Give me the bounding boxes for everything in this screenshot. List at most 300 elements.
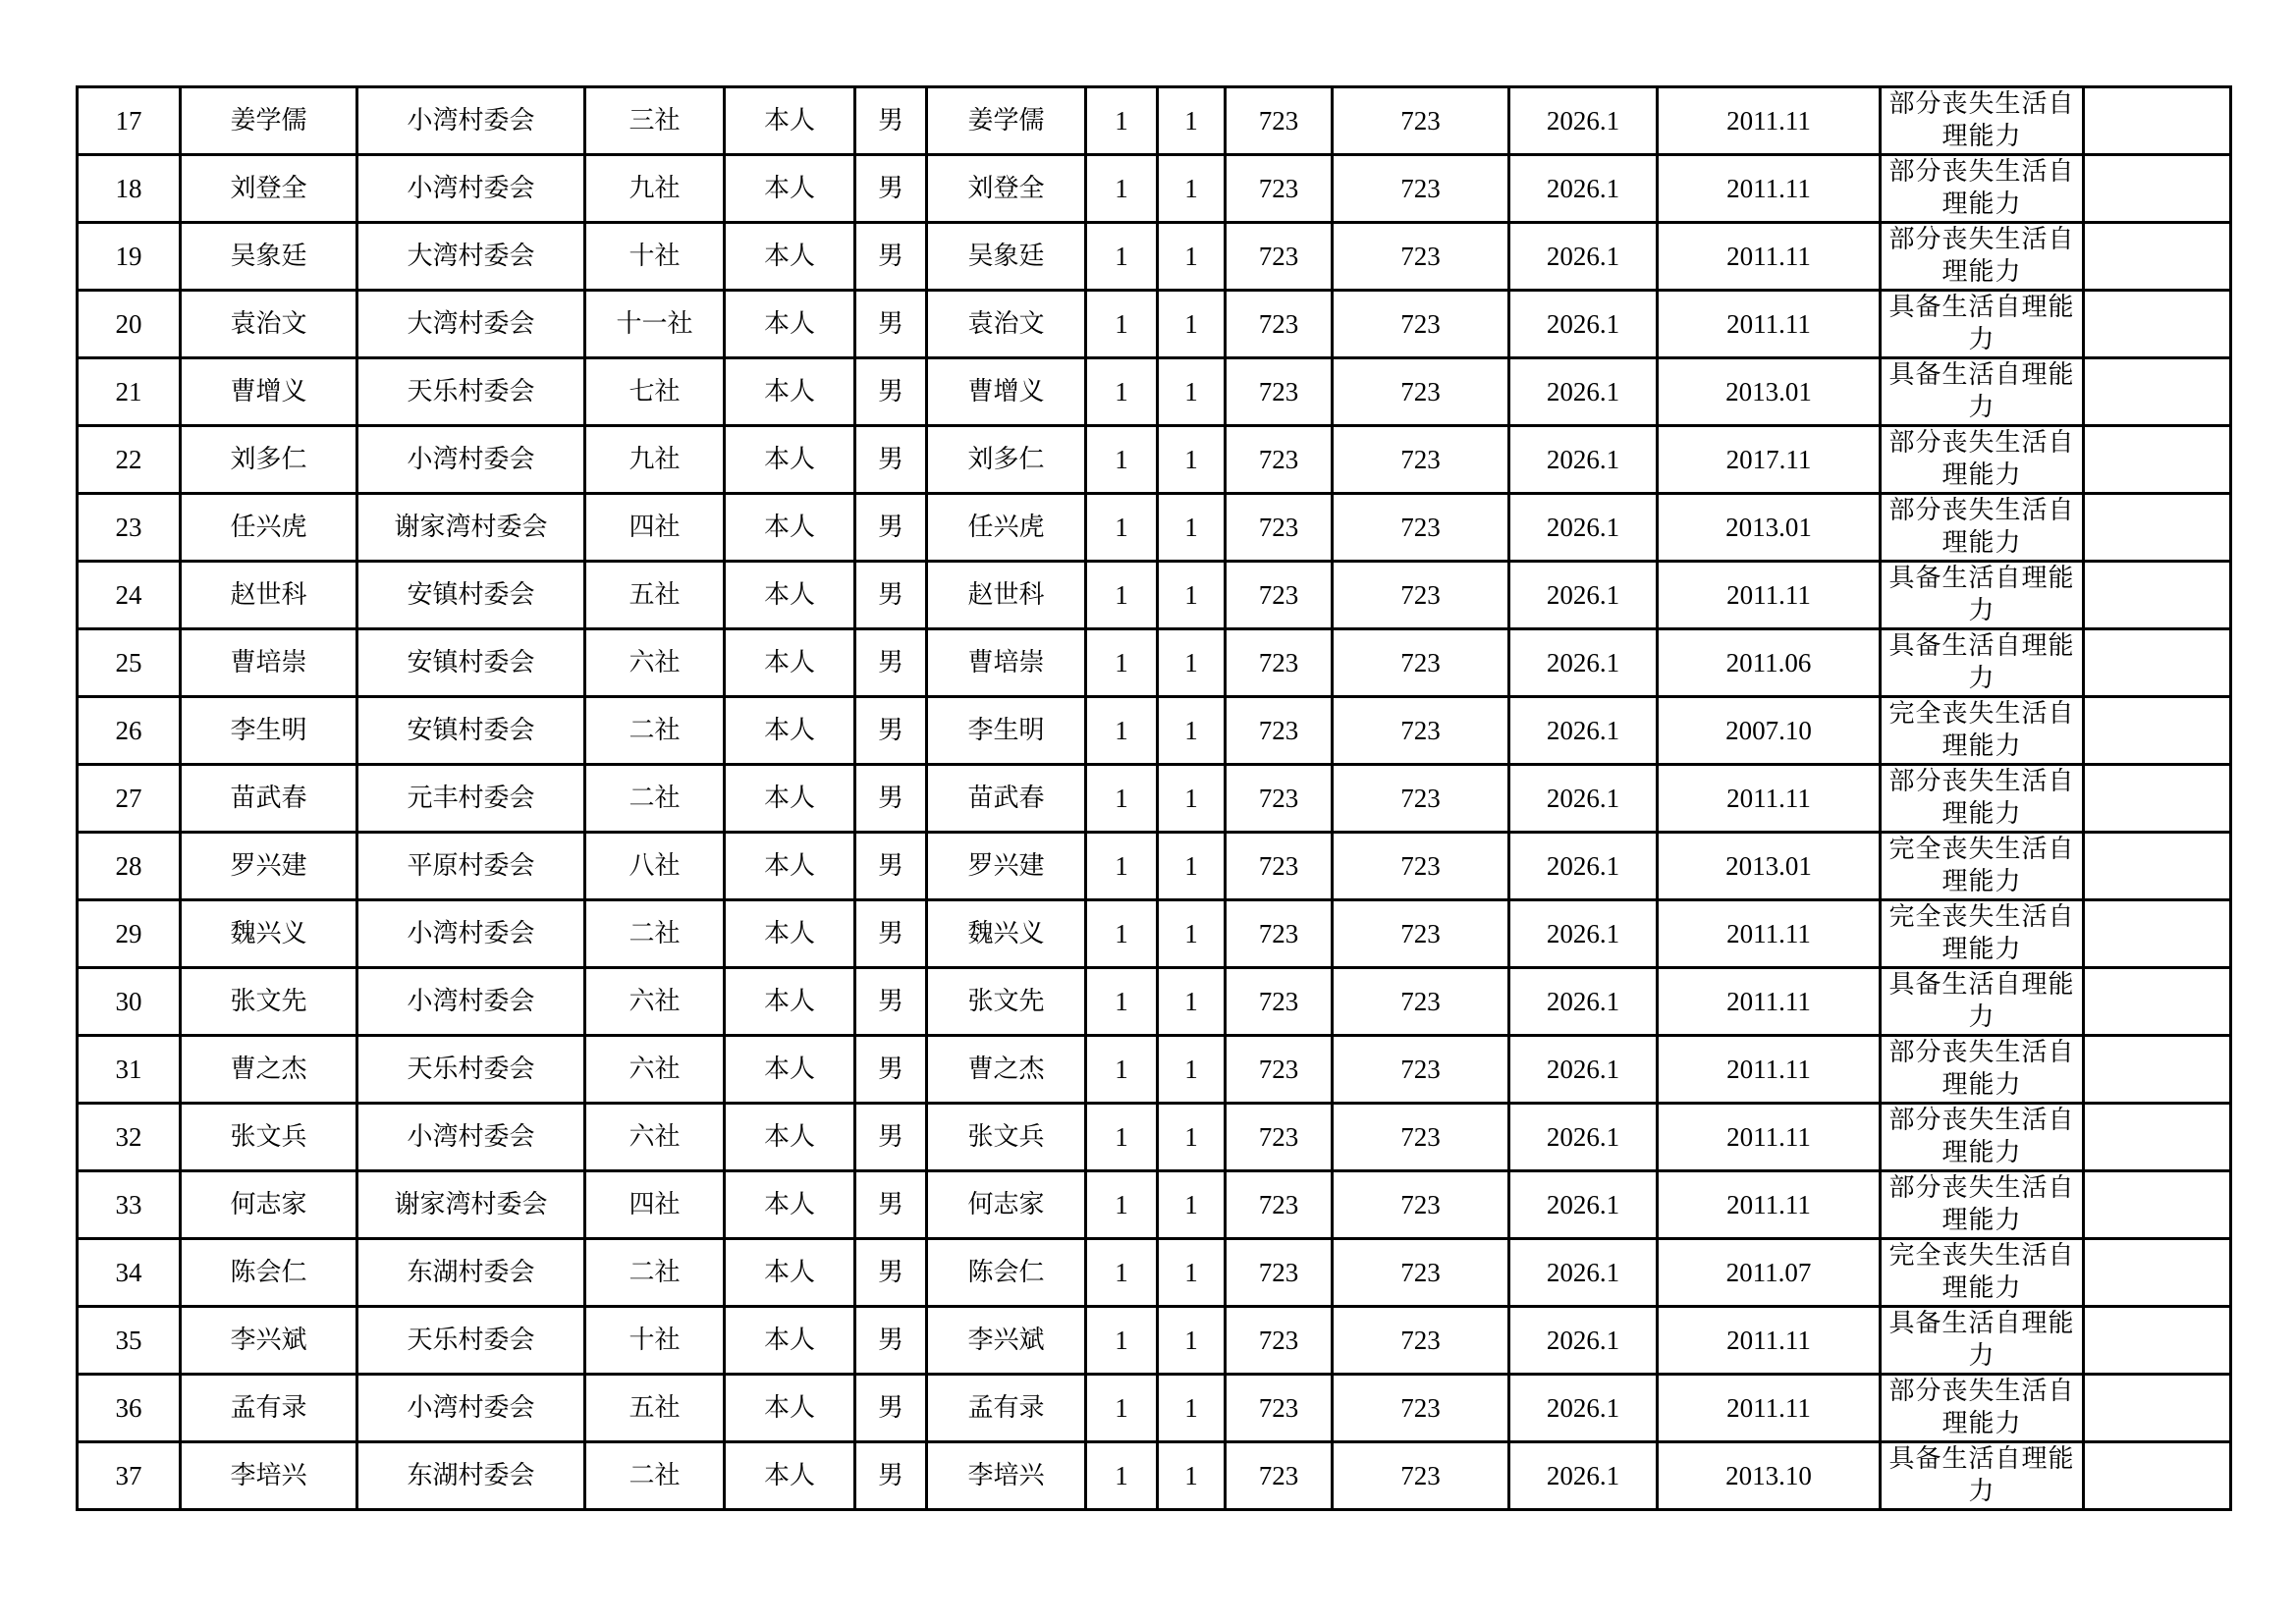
cell-start-date: 2011.11 bbox=[1658, 968, 1881, 1036]
status-text: 部分丧失生活自理能力 bbox=[1888, 767, 2075, 829]
cell-village-group: 十社 bbox=[585, 1307, 725, 1375]
cell-households: 1 bbox=[1086, 765, 1158, 833]
cell-row-number: 32 bbox=[78, 1104, 181, 1171]
cell-total-amount: 723 bbox=[1333, 426, 1509, 494]
cell-amount: 723 bbox=[1226, 155, 1333, 223]
cell-persons: 1 bbox=[1158, 629, 1226, 697]
status-text: 部分丧失生活自理能力 bbox=[1888, 157, 2075, 219]
cell-village-group: 六社 bbox=[585, 1036, 725, 1104]
cell-total-amount: 723 bbox=[1333, 629, 1509, 697]
cell-village-committee: 小湾村委会 bbox=[357, 155, 585, 223]
cell-remark bbox=[2084, 1104, 2231, 1171]
cell-start-date: 2011.11 bbox=[1658, 765, 1881, 833]
cell-amount: 723 bbox=[1226, 1442, 1333, 1510]
cell-village-group: 二社 bbox=[585, 1442, 725, 1510]
cell-start-date: 2013.01 bbox=[1658, 494, 1881, 562]
cell-village-committee: 东湖村委会 bbox=[357, 1442, 585, 1510]
cell-end-date: 2026.1 bbox=[1509, 900, 1658, 968]
status-text: 部分丧失生活自理能力 bbox=[1888, 1377, 2075, 1438]
cell-village-committee: 小湾村委会 bbox=[357, 900, 585, 968]
cell-start-date: 2011.11 bbox=[1658, 155, 1881, 223]
cell-self-care-status bbox=[1881, 900, 2084, 968]
cell-self-care-status bbox=[1881, 291, 2084, 358]
cell-end-date: 2026.1 bbox=[1509, 155, 1658, 223]
cell-relation: 本人 bbox=[725, 223, 855, 291]
cell-household-head: 陈会仁 bbox=[927, 1239, 1086, 1307]
cell-remark bbox=[2084, 697, 2231, 765]
cell-start-date: 2011.11 bbox=[1658, 900, 1881, 968]
cell-end-date: 2026.1 bbox=[1509, 426, 1658, 494]
cell-village-committee: 东湖村委会 bbox=[357, 1239, 585, 1307]
cell-household-head: 赵世科 bbox=[927, 562, 1086, 629]
cell-self-care-status bbox=[1881, 426, 2084, 494]
cell-total-amount: 723 bbox=[1333, 562, 1509, 629]
cell-household-head: 姜学儒 bbox=[927, 87, 1086, 155]
cell-name: 姜学儒 bbox=[181, 87, 357, 155]
cell-village-group: 九社 bbox=[585, 155, 725, 223]
cell-persons: 1 bbox=[1158, 1307, 1226, 1375]
table-row bbox=[78, 1307, 2231, 1375]
table-row bbox=[78, 1442, 2231, 1510]
cell-total-amount: 723 bbox=[1333, 223, 1509, 291]
cell-total-amount: 723 bbox=[1333, 1171, 1509, 1239]
cell-amount: 723 bbox=[1226, 1171, 1333, 1239]
cell-village-committee: 谢家湾村委会 bbox=[357, 1171, 585, 1239]
cell-row-number: 34 bbox=[78, 1239, 181, 1307]
cell-total-amount: 723 bbox=[1333, 1036, 1509, 1104]
cell-persons: 1 bbox=[1158, 900, 1226, 968]
cell-row-number: 24 bbox=[78, 562, 181, 629]
status-text: 完全丧失生活自理能力 bbox=[1888, 902, 2075, 964]
cell-row-number: 20 bbox=[78, 291, 181, 358]
cell-households: 1 bbox=[1086, 697, 1158, 765]
cell-households: 1 bbox=[1086, 1442, 1158, 1510]
cell-end-date: 2026.1 bbox=[1509, 494, 1658, 562]
cell-self-care-status bbox=[1881, 155, 2084, 223]
cell-total-amount: 723 bbox=[1333, 1442, 1509, 1510]
cell-persons: 1 bbox=[1158, 1036, 1226, 1104]
cell-village-committee: 小湾村委会 bbox=[357, 87, 585, 155]
table-row bbox=[78, 223, 2231, 291]
cell-persons: 1 bbox=[1158, 765, 1226, 833]
cell-row-number: 23 bbox=[78, 494, 181, 562]
cell-gender: 男 bbox=[855, 1239, 927, 1307]
cell-self-care-status bbox=[1881, 494, 2084, 562]
status-text: 具备生活自理能力 bbox=[1888, 293, 2075, 354]
cell-households: 1 bbox=[1086, 155, 1158, 223]
cell-self-care-status bbox=[1881, 697, 2084, 765]
cell-relation: 本人 bbox=[725, 833, 855, 900]
cell-total-amount: 723 bbox=[1333, 1307, 1509, 1375]
cell-households: 1 bbox=[1086, 968, 1158, 1036]
cell-persons: 1 bbox=[1158, 1442, 1226, 1510]
cell-gender: 男 bbox=[855, 900, 927, 968]
cell-name: 陈会仁 bbox=[181, 1239, 357, 1307]
status-text: 完全丧失生活自理能力 bbox=[1888, 699, 2075, 761]
cell-start-date: 2011.11 bbox=[1658, 562, 1881, 629]
cell-self-care-status bbox=[1881, 358, 2084, 426]
cell-households: 1 bbox=[1086, 1036, 1158, 1104]
cell-remark bbox=[2084, 155, 2231, 223]
cell-households: 1 bbox=[1086, 494, 1158, 562]
cell-village-group: 六社 bbox=[585, 968, 725, 1036]
cell-remark bbox=[2084, 1375, 2231, 1442]
cell-relation: 本人 bbox=[725, 1171, 855, 1239]
cell-total-amount: 723 bbox=[1333, 900, 1509, 968]
cell-households: 1 bbox=[1086, 562, 1158, 629]
cell-end-date: 2026.1 bbox=[1509, 1036, 1658, 1104]
cell-remark bbox=[2084, 765, 2231, 833]
cell-persons: 1 bbox=[1158, 291, 1226, 358]
cell-village-group: 二社 bbox=[585, 765, 725, 833]
cell-household-head: 吴象廷 bbox=[927, 223, 1086, 291]
cell-village-committee: 平原村委会 bbox=[357, 833, 585, 900]
cell-name: 曹培崇 bbox=[181, 629, 357, 697]
table-row bbox=[78, 1375, 2231, 1442]
cell-relation: 本人 bbox=[725, 968, 855, 1036]
cell-start-date: 2011.11 bbox=[1658, 1036, 1881, 1104]
cell-end-date: 2026.1 bbox=[1509, 1442, 1658, 1510]
cell-gender: 男 bbox=[855, 697, 927, 765]
cell-relation: 本人 bbox=[725, 1307, 855, 1375]
cell-self-care-status bbox=[1881, 1375, 2084, 1442]
table-row bbox=[78, 629, 2231, 697]
cell-name: 李生明 bbox=[181, 697, 357, 765]
cell-amount: 723 bbox=[1226, 1375, 1333, 1442]
cell-persons: 1 bbox=[1158, 1239, 1226, 1307]
cell-amount: 723 bbox=[1226, 900, 1333, 968]
cell-village-committee: 小湾村委会 bbox=[357, 1375, 585, 1442]
cell-end-date: 2026.1 bbox=[1509, 562, 1658, 629]
cell-relation: 本人 bbox=[725, 1036, 855, 1104]
cell-self-care-status bbox=[1881, 562, 2084, 629]
cell-village-committee: 安镇村委会 bbox=[357, 629, 585, 697]
cell-households: 1 bbox=[1086, 1104, 1158, 1171]
cell-self-care-status bbox=[1881, 1239, 2084, 1307]
cell-self-care-status bbox=[1881, 223, 2084, 291]
cell-row-number: 36 bbox=[78, 1375, 181, 1442]
cell-name: 李兴斌 bbox=[181, 1307, 357, 1375]
cell-row-number: 17 bbox=[78, 87, 181, 155]
status-text: 部分丧失生活自理能力 bbox=[1888, 1038, 2075, 1100]
cell-name: 苗武春 bbox=[181, 765, 357, 833]
cell-gender: 男 bbox=[855, 223, 927, 291]
cell-households: 1 bbox=[1086, 87, 1158, 155]
cell-households: 1 bbox=[1086, 629, 1158, 697]
cell-amount: 723 bbox=[1226, 358, 1333, 426]
cell-row-number: 19 bbox=[78, 223, 181, 291]
table-row bbox=[78, 833, 2231, 900]
cell-persons: 1 bbox=[1158, 562, 1226, 629]
cell-household-head: 任兴虎 bbox=[927, 494, 1086, 562]
status-text: 具备生活自理能力 bbox=[1888, 1444, 2075, 1506]
cell-relation: 本人 bbox=[725, 1239, 855, 1307]
cell-row-number: 30 bbox=[78, 968, 181, 1036]
cell-end-date: 2026.1 bbox=[1509, 87, 1658, 155]
cell-row-number: 18 bbox=[78, 155, 181, 223]
cell-gender: 男 bbox=[855, 1442, 927, 1510]
cell-remark bbox=[2084, 1036, 2231, 1104]
cell-remark bbox=[2084, 358, 2231, 426]
cell-name: 赵世科 bbox=[181, 562, 357, 629]
cell-persons: 1 bbox=[1158, 833, 1226, 900]
cell-name: 袁治文 bbox=[181, 291, 357, 358]
cell-household-head: 罗兴建 bbox=[927, 833, 1086, 900]
cell-gender: 男 bbox=[855, 1307, 927, 1375]
cell-start-date: 2011.11 bbox=[1658, 1307, 1881, 1375]
cell-name: 刘多仁 bbox=[181, 426, 357, 494]
cell-row-number: 37 bbox=[78, 1442, 181, 1510]
cell-start-date: 2011.11 bbox=[1658, 1375, 1881, 1442]
status-text: 完全丧失生活自理能力 bbox=[1888, 1241, 2075, 1303]
cell-name: 魏兴义 bbox=[181, 900, 357, 968]
cell-name: 张文先 bbox=[181, 968, 357, 1036]
cell-household-head: 袁治文 bbox=[927, 291, 1086, 358]
table-row bbox=[78, 358, 2231, 426]
cell-amount: 723 bbox=[1226, 562, 1333, 629]
cell-amount: 723 bbox=[1226, 87, 1333, 155]
table-row bbox=[78, 697, 2231, 765]
cell-remark bbox=[2084, 494, 2231, 562]
cell-self-care-status bbox=[1881, 833, 2084, 900]
cell-self-care-status bbox=[1881, 968, 2084, 1036]
cell-relation: 本人 bbox=[725, 1442, 855, 1510]
cell-name: 任兴虎 bbox=[181, 494, 357, 562]
cell-end-date: 2026.1 bbox=[1509, 1104, 1658, 1171]
table-row bbox=[78, 900, 2231, 968]
cell-end-date: 2026.1 bbox=[1509, 968, 1658, 1036]
cell-row-number: 25 bbox=[78, 629, 181, 697]
cell-gender: 男 bbox=[855, 833, 927, 900]
roster-sheet bbox=[76, 85, 2229, 1511]
cell-total-amount: 723 bbox=[1333, 765, 1509, 833]
cell-village-group: 十一社 bbox=[585, 291, 725, 358]
cell-village-committee: 天乐村委会 bbox=[357, 1036, 585, 1104]
cell-village-committee: 谢家湾村委会 bbox=[357, 494, 585, 562]
cell-end-date: 2026.1 bbox=[1509, 1239, 1658, 1307]
cell-village-committee: 安镇村委会 bbox=[357, 697, 585, 765]
cell-village-committee: 安镇村委会 bbox=[357, 562, 585, 629]
cell-village-group: 二社 bbox=[585, 900, 725, 968]
cell-village-group: 十社 bbox=[585, 223, 725, 291]
cell-name: 吴象廷 bbox=[181, 223, 357, 291]
cell-persons: 1 bbox=[1158, 155, 1226, 223]
cell-gender: 男 bbox=[855, 1104, 927, 1171]
cell-self-care-status bbox=[1881, 765, 2084, 833]
cell-amount: 723 bbox=[1226, 223, 1333, 291]
cell-households: 1 bbox=[1086, 291, 1158, 358]
cell-amount: 723 bbox=[1226, 968, 1333, 1036]
cell-remark bbox=[2084, 900, 2231, 968]
cell-village-committee: 小湾村委会 bbox=[357, 426, 585, 494]
status-text: 部分丧失生活自理能力 bbox=[1888, 1173, 2075, 1235]
cell-village-group: 三社 bbox=[585, 87, 725, 155]
cell-relation: 本人 bbox=[725, 765, 855, 833]
roster-table bbox=[76, 85, 2232, 1511]
cell-total-amount: 723 bbox=[1333, 358, 1509, 426]
cell-relation: 本人 bbox=[725, 426, 855, 494]
cell-gender: 男 bbox=[855, 765, 927, 833]
cell-total-amount: 723 bbox=[1333, 291, 1509, 358]
cell-total-amount: 723 bbox=[1333, 1375, 1509, 1442]
cell-household-head: 曹培崇 bbox=[927, 629, 1086, 697]
cell-household-head: 刘登全 bbox=[927, 155, 1086, 223]
cell-remark bbox=[2084, 562, 2231, 629]
cell-start-date: 2017.11 bbox=[1658, 426, 1881, 494]
cell-village-committee: 元丰村委会 bbox=[357, 765, 585, 833]
cell-total-amount: 723 bbox=[1333, 968, 1509, 1036]
cell-village-committee: 大湾村委会 bbox=[357, 291, 585, 358]
cell-start-date: 2013.10 bbox=[1658, 1442, 1881, 1510]
cell-remark bbox=[2084, 291, 2231, 358]
cell-persons: 1 bbox=[1158, 697, 1226, 765]
cell-village-group: 五社 bbox=[585, 1375, 725, 1442]
cell-amount: 723 bbox=[1226, 291, 1333, 358]
cell-village-committee: 小湾村委会 bbox=[357, 968, 585, 1036]
cell-amount: 723 bbox=[1226, 765, 1333, 833]
cell-persons: 1 bbox=[1158, 426, 1226, 494]
status-text: 部分丧失生活自理能力 bbox=[1888, 496, 2075, 558]
cell-remark bbox=[2084, 629, 2231, 697]
cell-village-group: 五社 bbox=[585, 562, 725, 629]
cell-households: 1 bbox=[1086, 1239, 1158, 1307]
cell-persons: 1 bbox=[1158, 1104, 1226, 1171]
cell-name: 罗兴建 bbox=[181, 833, 357, 900]
cell-village-group: 七社 bbox=[585, 358, 725, 426]
cell-remark bbox=[2084, 833, 2231, 900]
status-text: 具备生活自理能力 bbox=[1888, 1309, 2075, 1371]
table-row bbox=[78, 155, 2231, 223]
cell-households: 1 bbox=[1086, 1375, 1158, 1442]
cell-gender: 男 bbox=[855, 1171, 927, 1239]
cell-end-date: 2026.1 bbox=[1509, 833, 1658, 900]
cell-amount: 723 bbox=[1226, 833, 1333, 900]
cell-village-committee: 小湾村委会 bbox=[357, 1104, 585, 1171]
cell-households: 1 bbox=[1086, 426, 1158, 494]
cell-households: 1 bbox=[1086, 358, 1158, 426]
cell-amount: 723 bbox=[1226, 1104, 1333, 1171]
cell-start-date: 2011.11 bbox=[1658, 223, 1881, 291]
cell-household-head: 孟有录 bbox=[927, 1375, 1086, 1442]
cell-row-number: 22 bbox=[78, 426, 181, 494]
cell-persons: 1 bbox=[1158, 1375, 1226, 1442]
cell-village-committee: 天乐村委会 bbox=[357, 358, 585, 426]
cell-households: 1 bbox=[1086, 900, 1158, 968]
cell-name: 刘登全 bbox=[181, 155, 357, 223]
cell-relation: 本人 bbox=[725, 1375, 855, 1442]
cell-total-amount: 723 bbox=[1333, 155, 1509, 223]
cell-self-care-status bbox=[1881, 87, 2084, 155]
cell-self-care-status bbox=[1881, 1036, 2084, 1104]
table-row bbox=[78, 87, 2231, 155]
cell-total-amount: 723 bbox=[1333, 494, 1509, 562]
cell-household-head: 李生明 bbox=[927, 697, 1086, 765]
cell-households: 1 bbox=[1086, 1307, 1158, 1375]
cell-end-date: 2026.1 bbox=[1509, 1375, 1658, 1442]
cell-row-number: 27 bbox=[78, 765, 181, 833]
table-row bbox=[78, 1171, 2231, 1239]
cell-amount: 723 bbox=[1226, 494, 1333, 562]
cell-relation: 本人 bbox=[725, 494, 855, 562]
cell-end-date: 2026.1 bbox=[1509, 223, 1658, 291]
cell-relation: 本人 bbox=[725, 697, 855, 765]
cell-households: 1 bbox=[1086, 223, 1158, 291]
cell-households: 1 bbox=[1086, 1171, 1158, 1239]
status-text: 具备生活自理能力 bbox=[1888, 970, 2075, 1032]
cell-start-date: 2011.11 bbox=[1658, 1171, 1881, 1239]
cell-village-group: 二社 bbox=[585, 697, 725, 765]
cell-village-group: 六社 bbox=[585, 629, 725, 697]
cell-row-number: 33 bbox=[78, 1171, 181, 1239]
status-text: 具备生活自理能力 bbox=[1888, 360, 2075, 422]
cell-start-date: 2011.07 bbox=[1658, 1239, 1881, 1307]
cell-relation: 本人 bbox=[725, 629, 855, 697]
cell-start-date: 2013.01 bbox=[1658, 833, 1881, 900]
status-text: 完全丧失生活自理能力 bbox=[1888, 835, 2075, 896]
status-text: 部分丧失生活自理能力 bbox=[1888, 89, 2075, 151]
cell-end-date: 2026.1 bbox=[1509, 1307, 1658, 1375]
cell-relation: 本人 bbox=[725, 562, 855, 629]
cell-self-care-status bbox=[1881, 629, 2084, 697]
cell-start-date: 2007.10 bbox=[1658, 697, 1881, 765]
cell-relation: 本人 bbox=[725, 900, 855, 968]
cell-village-committee: 天乐村委会 bbox=[357, 1307, 585, 1375]
cell-gender: 男 bbox=[855, 291, 927, 358]
cell-village-committee: 大湾村委会 bbox=[357, 223, 585, 291]
cell-village-group: 八社 bbox=[585, 833, 725, 900]
cell-relation: 本人 bbox=[725, 155, 855, 223]
cell-amount: 723 bbox=[1226, 629, 1333, 697]
cell-total-amount: 723 bbox=[1333, 87, 1509, 155]
cell-row-number: 21 bbox=[78, 358, 181, 426]
cell-remark bbox=[2084, 1239, 2231, 1307]
cell-remark bbox=[2084, 426, 2231, 494]
cell-village-group: 四社 bbox=[585, 494, 725, 562]
cell-amount: 723 bbox=[1226, 1036, 1333, 1104]
roster-body bbox=[78, 87, 2231, 1510]
cell-amount: 723 bbox=[1226, 1239, 1333, 1307]
status-text: 部分丧失生活自理能力 bbox=[1888, 1106, 2075, 1167]
cell-total-amount: 723 bbox=[1333, 1104, 1509, 1171]
table-row bbox=[78, 765, 2231, 833]
cell-household-head: 曹增义 bbox=[927, 358, 1086, 426]
cell-household-head: 曹之杰 bbox=[927, 1036, 1086, 1104]
table-row bbox=[78, 494, 2231, 562]
cell-amount: 723 bbox=[1226, 426, 1333, 494]
cell-total-amount: 723 bbox=[1333, 1239, 1509, 1307]
table-row bbox=[78, 426, 2231, 494]
cell-relation: 本人 bbox=[725, 291, 855, 358]
cell-household-head: 何志家 bbox=[927, 1171, 1086, 1239]
cell-self-care-status bbox=[1881, 1307, 2084, 1375]
cell-persons: 1 bbox=[1158, 87, 1226, 155]
cell-start-date: 2011.06 bbox=[1658, 629, 1881, 697]
cell-total-amount: 723 bbox=[1333, 833, 1509, 900]
cell-row-number: 28 bbox=[78, 833, 181, 900]
cell-end-date: 2026.1 bbox=[1509, 291, 1658, 358]
cell-household-head: 苗武春 bbox=[927, 765, 1086, 833]
cell-start-date: 2011.11 bbox=[1658, 87, 1881, 155]
cell-gender: 男 bbox=[855, 629, 927, 697]
cell-village-group: 二社 bbox=[585, 1239, 725, 1307]
cell-name: 李培兴 bbox=[181, 1442, 357, 1510]
status-text: 部分丧失生活自理能力 bbox=[1888, 428, 2075, 490]
status-text: 具备生活自理能力 bbox=[1888, 631, 2075, 693]
cell-end-date: 2026.1 bbox=[1509, 358, 1658, 426]
status-text: 部分丧失生活自理能力 bbox=[1888, 225, 2075, 287]
cell-self-care-status bbox=[1881, 1104, 2084, 1171]
cell-remark bbox=[2084, 1307, 2231, 1375]
